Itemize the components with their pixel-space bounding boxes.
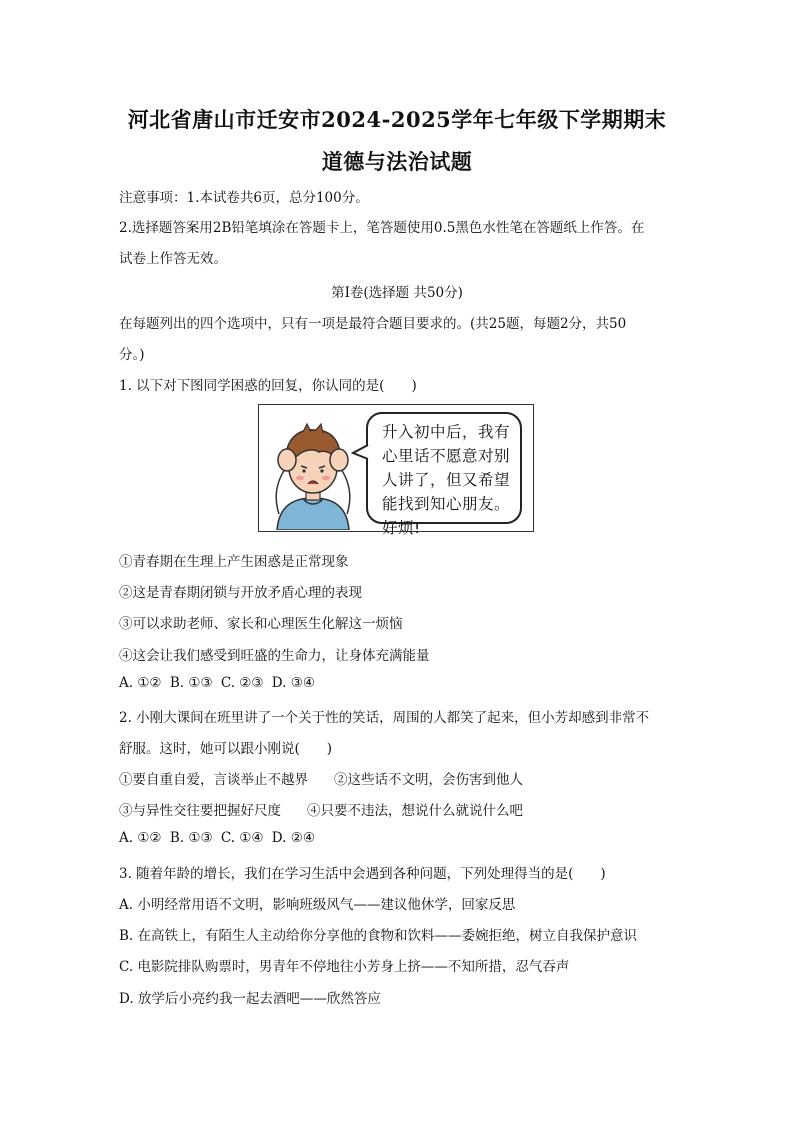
exam-subtitle: 道德与法治试题 — [321, 149, 473, 174]
q1-option-c[interactable]: C. ②③ — [220, 675, 264, 691]
speech-bubble — [366, 412, 522, 537]
q1-item-4: ④这会让我们感受到旺盛的生命力，让身体充满能量 — [119, 648, 430, 664]
q2-item-3: ③与异性交往要把握好尺度 — [119, 803, 281, 819]
q2-item-2: ②这些话不文明，会伤害到他人 — [334, 772, 523, 788]
question-3-stem: 3. 随着年龄的增长，我们在学习生活中会遇到各种问题，下列处理得当的是( ) — [119, 866, 606, 882]
q1-option-a[interactable]: A. ①② — [119, 675, 162, 691]
section-instruction-1: 在每题列出的四个选项中，只有一项是最符合题目要求的。(共25题，每题2分，共50 — [119, 316, 627, 332]
q1-options — [119, 675, 319, 691]
q2-option-d[interactable]: D. ②④ — [271, 830, 315, 846]
speech-bubble-tail — [351, 443, 371, 463]
speech-bubble-text: 升入初中后，我有心里话不愿意对别人讲了，但又希望能找到知心朋友。好烦! — [382, 423, 511, 537]
question-2-stem-2: 舒服。这时，她可以跟小刚说( ) — [119, 741, 333, 757]
q1-item-2: ②这是青春期闭锁与开放矛盾心理的表现 — [119, 585, 362, 601]
q2-item-4: ④只要不违法，想说什么就说什么吧 — [307, 803, 523, 819]
q1-item-1: ①青春期在生理上产生困惑是正常现象 — [119, 554, 349, 570]
troubled-boy-illustration — [263, 406, 363, 530]
q3-option-a[interactable]: A. 小明经常用语不文明，影响班级风气——建议他休学，回家反思 — [119, 897, 516, 913]
q2-option-b[interactable]: B. ①③ — [169, 830, 213, 846]
q1-option-b[interactable]: B. ①③ — [169, 675, 213, 691]
notes-line-2: 2.选择题答案用2B铅笔填涂在答题卡上，笔答题使用0.5黑色水性笔在答题纸上作答。在 — [119, 220, 645, 236]
q2-option-a[interactable]: A. ①② — [119, 830, 162, 846]
q3-option-d[interactable]: D. 放学后小亮约我一起去酒吧——欣然答应 — [119, 991, 381, 1007]
section-heading: 第Ⅰ卷(选择题 共50分) — [331, 285, 463, 301]
q3-option-c[interactable]: C. 电影院排队购票时，男青年不停地往小芳身上挤——不知所措，忍气吞声 — [119, 959, 570, 975]
q2-items-row-2 — [119, 799, 523, 819]
q2-items-row-1 — [119, 768, 523, 788]
q2-options — [119, 830, 319, 846]
q1-item-3: ③可以求助老师、家长和心理医生化解这一烦恼 — [119, 616, 403, 632]
q2-item-1: ①要自重自爱，言谈举止不越界 — [119, 772, 308, 788]
q2-option-c[interactable]: C. ①④ — [220, 830, 264, 846]
question-1-figure — [258, 404, 534, 537]
notes-line-3: 试卷上作答无效。 — [119, 251, 227, 267]
question-1-stem: 1. 以下对下图同学困惑的回复，你认同的是( ) — [119, 378, 417, 394]
notes-line-1: 注意事项：1.本试卷共6页，总分100分。 — [119, 190, 369, 206]
q1-option-d[interactable]: D. ③④ — [271, 675, 315, 691]
question-2-stem-1: 2. 小刚大课间在班里讲了一个关于性的笑话，周围的人都笑了起来，但小芳却感到非常不 — [119, 710, 650, 726]
q3-option-b[interactable]: B. 在高铁上，有陌生人主动给你分享他的食物和饮料——委婉拒绝，树立自我保护意识 — [119, 928, 638, 944]
section-instruction-2: 分。) — [119, 347, 145, 363]
exam-title: 河北省唐山市迁安市2024-2025学年七年级下学期期末 — [127, 107, 667, 132]
